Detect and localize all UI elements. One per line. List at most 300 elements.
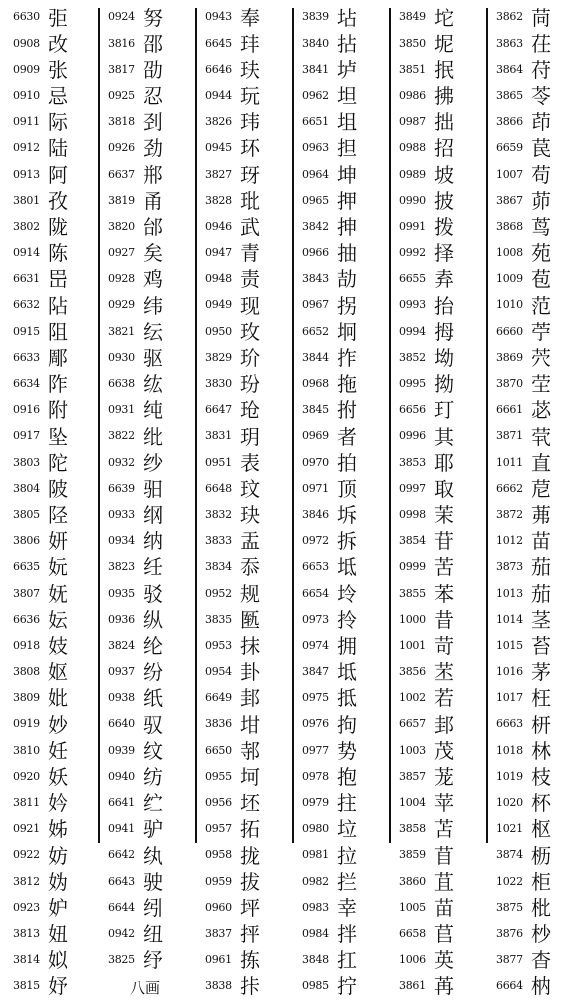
entry-number: 1006 <box>399 953 426 967</box>
entry-number: 0924 <box>108 10 135 24</box>
entry-number: 6656 <box>399 403 426 417</box>
entry-character: 纭 <box>143 319 163 344</box>
entry-character: 岊 <box>48 267 68 292</box>
entry-character: 拆 <box>337 529 357 554</box>
entry-character: 择 <box>434 241 454 266</box>
entry-character: 阻 <box>48 319 68 344</box>
entry-character: 苟 <box>531 162 551 187</box>
index-entry <box>13 344 68 370</box>
index-entry <box>108 790 163 816</box>
index-entry <box>496 816 551 842</box>
entry-number: 0947 <box>205 246 232 260</box>
entry-number: 0971 <box>302 481 329 495</box>
index-entry <box>399 56 454 82</box>
entry-character: 拇 <box>434 319 454 344</box>
entry-character: 抬 <box>434 293 454 318</box>
entry-character: 劼 <box>337 267 357 292</box>
index-entry <box>13 659 68 685</box>
entry-character: 陇 <box>48 215 68 239</box>
entry-character: 玫 <box>240 319 260 344</box>
entry-number: 1017 <box>496 691 523 705</box>
entry-character: 杳 <box>531 948 551 973</box>
index-entry <box>302 685 357 711</box>
entry-number: 3826 <box>205 115 232 129</box>
index-entry <box>108 423 163 449</box>
index-entry <box>302 580 357 606</box>
index-column-6 <box>496 4 551 999</box>
entry-number: 6637 <box>108 167 135 181</box>
entry-character: 抵 <box>337 686 357 711</box>
index-entry <box>302 475 357 501</box>
entry-character: 纹 <box>143 738 163 763</box>
entry-character: 坪 <box>240 895 260 920</box>
entry-character: 苻 <box>531 57 551 82</box>
entry-number: 3834 <box>205 560 232 574</box>
entry-character: 阽 <box>48 293 68 318</box>
index-entry <box>205 266 260 292</box>
entry-character: 直 <box>531 450 551 475</box>
entry-number: 3872 <box>496 507 523 521</box>
entry-number: 0958 <box>205 848 232 862</box>
entry-number: 3840 <box>302 36 329 50</box>
index-entry <box>205 502 260 528</box>
entry-character: 坦 <box>337 84 357 109</box>
entry-number: 0936 <box>108 612 135 626</box>
entry-character: 拖 <box>337 372 357 397</box>
entry-number: 3829 <box>205 350 232 364</box>
entry-character: 拃 <box>337 345 357 370</box>
entry-number: 6655 <box>399 272 426 286</box>
index-entry <box>205 868 260 894</box>
entry-number: 3871 <box>496 429 523 443</box>
index-entry <box>302 790 357 816</box>
entry-number: 3825 <box>108 953 135 967</box>
entry-number: 6643 <box>108 874 135 888</box>
index-entry <box>302 449 357 475</box>
entry-character: 玩 <box>240 84 260 109</box>
index-entry <box>205 397 260 423</box>
entry-character: 纽 <box>143 922 163 947</box>
index-entry <box>496 161 551 187</box>
entry-number: 1021 <box>496 822 523 836</box>
entry-number: 0940 <box>108 769 135 783</box>
entry-number: 6641 <box>108 796 135 810</box>
index-entry <box>205 4 260 30</box>
index-entry <box>205 763 260 789</box>
index-entry <box>496 56 551 82</box>
entry-character: 其 <box>434 424 454 449</box>
index-entry <box>399 240 454 266</box>
entry-character: 苠 <box>531 136 551 161</box>
index-entry <box>13 973 68 999</box>
entry-number: 6630 <box>13 10 40 24</box>
index-column-2 <box>108 4 163 998</box>
entry-character: 驴 <box>143 817 163 842</box>
index-entry <box>399 737 454 763</box>
entry-character: 陉 <box>48 503 68 528</box>
section-heading: 八画 <box>130 979 161 998</box>
entry-number: 1018 <box>496 743 523 757</box>
index-entry <box>496 502 551 528</box>
entry-character: 苢 <box>434 922 454 947</box>
index-entry <box>496 947 551 973</box>
index-entry <box>399 633 454 659</box>
entry-character: 押 <box>337 188 357 213</box>
entry-character: 玠 <box>240 345 260 370</box>
index-entry <box>205 30 260 56</box>
entry-character: 邽 <box>240 686 260 711</box>
index-entry <box>399 109 454 135</box>
index-entry <box>399 266 454 292</box>
index-entry <box>302 737 357 763</box>
entry-number: 1003 <box>399 743 426 757</box>
entry-number: 3863 <box>496 36 523 50</box>
index-entry <box>108 109 163 135</box>
entry-number: 0930 <box>108 350 135 364</box>
index-entry <box>302 606 357 632</box>
entry-character: 妓 <box>48 634 68 658</box>
index-entry <box>302 344 357 370</box>
entry-number: 0980 <box>302 822 329 836</box>
entry-character: 苴 <box>434 869 454 894</box>
entry-character: 改 <box>48 31 68 56</box>
entry-character: 鸡 <box>143 267 163 292</box>
index-entry <box>13 685 68 711</box>
index-entry <box>108 56 163 82</box>
entry-number: 3812 <box>13 874 40 888</box>
index-entry <box>13 606 68 632</box>
index-column-5 <box>399 4 454 999</box>
entry-character: 拣 <box>240 948 260 973</box>
entry-number: 0910 <box>13 88 40 102</box>
entry-character: 纯 <box>143 398 163 423</box>
index-entry <box>399 292 454 318</box>
entry-character: 抿 <box>434 57 454 82</box>
index-entry <box>205 528 260 554</box>
index-entry <box>496 30 551 56</box>
index-entry <box>399 606 454 632</box>
index-entry <box>13 83 68 109</box>
index-entry <box>399 449 454 475</box>
entry-character: 玡 <box>240 162 260 187</box>
entry-number: 0931 <box>108 403 135 417</box>
entry-character: 势 <box>337 738 357 763</box>
entry-number: 0951 <box>205 455 232 469</box>
entry-character: 茓 <box>531 345 551 370</box>
entry-number: 3845 <box>302 403 329 417</box>
entry-character: 拢 <box>240 843 260 868</box>
entry-character: 茕 <box>531 424 551 449</box>
entry-character: 苔 <box>531 634 551 658</box>
entry-number: 3803 <box>13 455 40 469</box>
entry-character: 苧 <box>531 319 551 344</box>
entry-character: 茌 <box>531 31 551 56</box>
entry-character: 枅 <box>531 712 551 737</box>
index-entry <box>108 397 163 423</box>
entry-number: 3843 <box>302 272 329 286</box>
index-entry <box>399 397 454 423</box>
index-entry <box>13 947 68 973</box>
entry-character: 纰 <box>143 424 163 449</box>
index-entry <box>399 161 454 187</box>
index-entry <box>302 240 357 266</box>
index-entry <box>205 371 260 397</box>
index-entry <box>205 894 260 920</box>
entry-character: 苘 <box>531 5 551 30</box>
entry-character: 苯 <box>434 581 454 606</box>
entry-number: 3810 <box>13 743 40 757</box>
entry-number: 0922 <box>13 848 40 862</box>
column-divider <box>195 8 197 843</box>
index-entry <box>496 606 551 632</box>
index-entry <box>496 528 551 554</box>
entry-number: 0991 <box>399 219 426 233</box>
index-entry <box>399 554 454 580</box>
entry-number: 6658 <box>399 926 426 940</box>
entry-number: 0943 <box>205 10 232 24</box>
entry-character: 张 <box>48 57 68 82</box>
entry-number: 0995 <box>399 377 426 391</box>
entry-number: 0975 <box>302 691 329 705</box>
entry-number: 3807 <box>13 586 40 600</box>
entry-number: 1007 <box>496 167 523 181</box>
index-entry <box>205 711 260 737</box>
entry-character: 姊 <box>48 817 68 842</box>
entry-number: 0944 <box>205 88 232 102</box>
entry-number: 0949 <box>205 298 232 312</box>
entry-number: 0961 <box>205 953 232 967</box>
entry-number: 0960 <box>205 900 232 914</box>
entry-character: 抽 <box>337 241 357 266</box>
entry-number: 0966 <box>302 246 329 260</box>
entry-character: 坥 <box>337 110 357 135</box>
index-entry <box>13 397 68 423</box>
entry-number: 1001 <box>399 638 426 652</box>
entry-number: 3873 <box>496 560 523 574</box>
index-entry <box>399 83 454 109</box>
index-entry <box>108 816 163 842</box>
entry-number: 0921 <box>13 822 40 836</box>
entry-number: 0987 <box>399 115 426 129</box>
entry-character: 拍 <box>337 450 357 475</box>
entry-number: 3853 <box>399 455 426 469</box>
entry-number: 0982 <box>302 874 329 888</box>
entry-number: 3864 <box>496 62 523 76</box>
index-entry <box>205 606 260 632</box>
entry-number: 3877 <box>496 953 523 967</box>
entry-character: 环 <box>240 136 260 161</box>
entry-number: 6644 <box>108 900 135 914</box>
entry-character: 邿 <box>240 738 260 763</box>
index-entry <box>13 842 68 868</box>
index-entry <box>108 266 163 292</box>
entry-character: 妣 <box>48 686 68 711</box>
index-entry <box>108 83 163 109</box>
index-entry <box>302 397 357 423</box>
entry-character: 玟 <box>240 476 260 501</box>
entry-character: 茆 <box>531 188 551 213</box>
entry-number: 0973 <box>302 612 329 626</box>
entry-number: 6633 <box>13 350 40 364</box>
entry-character: 苾 <box>531 398 551 423</box>
index-entry <box>108 371 163 397</box>
entry-number: 0964 <box>302 167 329 181</box>
entry-number: 3827 <box>205 167 232 181</box>
entry-number: 0953 <box>205 638 232 652</box>
index-entry <box>13 109 68 135</box>
entry-number: 0996 <box>399 429 426 443</box>
index-entry <box>13 475 68 501</box>
entry-number: 3817 <box>108 62 135 76</box>
entry-number: 0990 <box>399 193 426 207</box>
entry-character: 披 <box>434 188 454 213</box>
index-entry <box>108 318 163 344</box>
index-entry <box>13 371 68 397</box>
index-entry <box>13 816 68 842</box>
entry-number: 1022 <box>496 874 523 888</box>
entry-number: 0985 <box>302 979 329 993</box>
entry-number: 3814 <box>13 953 40 967</box>
index-entry <box>399 842 454 868</box>
index-entry <box>496 397 551 423</box>
index-entry <box>108 606 163 632</box>
entry-character: 坭 <box>434 31 454 56</box>
entry-number: 0956 <box>205 796 232 810</box>
entry-character: 苓 <box>531 84 551 109</box>
entry-character: 妨 <box>48 843 68 868</box>
entry-number: 0959 <box>205 874 232 888</box>
entry-number: 0916 <box>13 403 40 417</box>
index-entry <box>496 109 551 135</box>
entry-number: 3848 <box>302 953 329 967</box>
entry-character: 纼 <box>143 895 163 920</box>
entry-character: 纻 <box>143 791 163 816</box>
entry-character: 拄 <box>337 791 357 816</box>
index-entry <box>496 554 551 580</box>
entry-number: 0976 <box>302 717 329 731</box>
index-entry <box>205 921 260 947</box>
entry-character: 纨 <box>143 843 163 868</box>
entry-character: 弆 <box>434 267 454 292</box>
entry-character: 忌 <box>48 84 68 109</box>
index-entry <box>108 921 163 947</box>
entry-character: 抻 <box>337 215 357 239</box>
entry-number: 3801 <box>13 193 40 207</box>
entry-number: 0983 <box>302 900 329 914</box>
entry-number: 3830 <box>205 377 232 391</box>
index-entry <box>496 292 551 318</box>
entry-number: 3818 <box>108 115 135 129</box>
entry-character: 范 <box>531 293 551 318</box>
index-entry <box>13 30 68 56</box>
index-entry <box>205 659 260 685</box>
entry-number: 3870 <box>496 377 523 391</box>
index-entry <box>13 4 68 30</box>
entry-character: 茑 <box>531 215 551 239</box>
entry-character: 幸 <box>337 895 357 920</box>
entry-character: 玢 <box>240 372 260 397</box>
entry-number: 0978 <box>302 769 329 783</box>
index-entry <box>496 790 551 816</box>
entry-character: 郱 <box>143 162 163 187</box>
entry-number: 3835 <box>205 612 232 626</box>
entry-character: 纲 <box>143 503 163 528</box>
entry-number: 0969 <box>302 429 329 443</box>
index-entry <box>13 554 68 580</box>
entry-character: 阼 <box>48 372 68 397</box>
entry-character: 枘 <box>531 974 551 999</box>
entry-number: 1016 <box>496 665 523 679</box>
entry-character: 驲 <box>143 476 163 501</box>
entry-character: 苜 <box>434 843 454 868</box>
entry-character: 妍 <box>48 529 68 554</box>
index-entry <box>108 292 163 318</box>
entry-character: 坰 <box>337 319 357 344</box>
entry-number: 3828 <box>205 193 232 207</box>
entry-number: 3859 <box>399 848 426 862</box>
entry-character: 玮 <box>240 110 260 135</box>
entry-character: 茎 <box>531 607 551 632</box>
entry-number: 0925 <box>108 88 135 102</box>
entry-character: 责 <box>240 267 260 292</box>
index-column-1 <box>13 4 68 999</box>
entry-character: 坩 <box>240 712 260 737</box>
index-entry <box>205 633 260 659</box>
entry-number: 3802 <box>13 219 40 233</box>
entry-number: 3856 <box>399 665 426 679</box>
index-entry <box>205 475 260 501</box>
index-entry <box>302 921 357 947</box>
index-entry <box>108 344 163 370</box>
entry-character: 纷 <box>143 660 163 685</box>
entry-number: 0917 <box>13 429 40 443</box>
entry-number: 3839 <box>302 10 329 24</box>
entry-number: 1000 <box>399 612 426 626</box>
entry-number: 3805 <box>13 507 40 521</box>
entry-number: 0912 <box>13 141 40 155</box>
index-entry <box>205 83 260 109</box>
index-entry <box>108 30 163 56</box>
index-entry <box>302 816 357 842</box>
index-entry <box>399 711 454 737</box>
index-entry <box>108 4 163 30</box>
entry-character: 取 <box>434 476 454 501</box>
entry-number: 3831 <box>205 429 232 443</box>
entry-character: 坻 <box>337 555 357 580</box>
entry-number: 6642 <box>108 848 135 862</box>
entry-character: 邰 <box>143 215 163 239</box>
entry-character: 忍 <box>143 84 163 109</box>
index-entry <box>302 842 357 868</box>
index-entry <box>399 816 454 842</box>
index-entry <box>496 83 551 109</box>
entry-number: 0919 <box>13 717 40 731</box>
entry-number: 1009 <box>496 272 523 286</box>
entry-number: 3869 <box>496 350 523 364</box>
entry-character: 枢 <box>531 817 551 842</box>
entry-character: 林 <box>531 738 551 763</box>
index-entry <box>205 816 260 842</box>
index-entry <box>205 161 260 187</box>
index-entry <box>205 214 260 240</box>
index-entry <box>399 30 454 56</box>
entry-character: 坠 <box>48 424 68 449</box>
index-entry <box>302 763 357 789</box>
entry-character: 驭 <box>143 712 163 737</box>
entry-character: 卦 <box>240 660 260 685</box>
entry-character: 玎 <box>434 398 454 423</box>
index-entry <box>108 737 163 763</box>
